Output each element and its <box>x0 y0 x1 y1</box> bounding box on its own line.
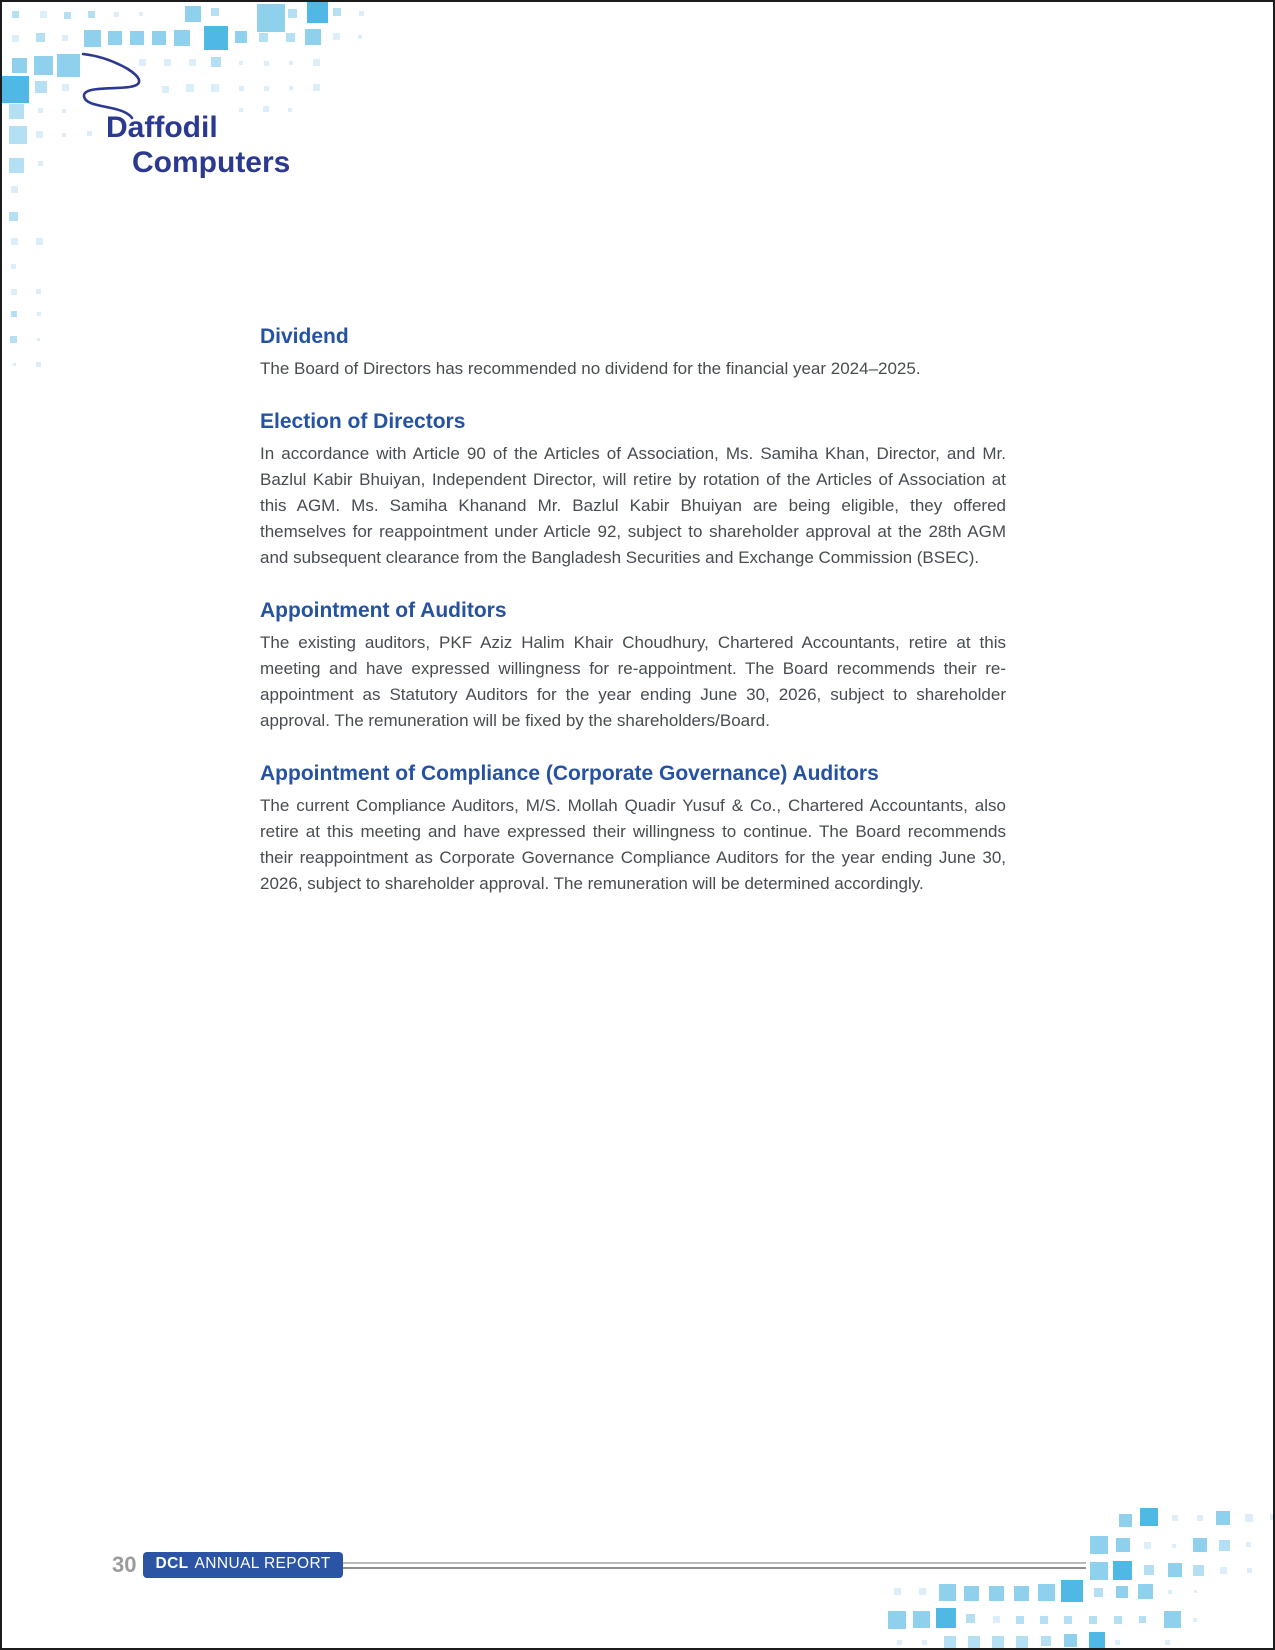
mosaic-square <box>57 54 80 77</box>
mosaic-square <box>944 1636 956 1648</box>
report-badge <box>143 1552 342 1578</box>
mosaic-square <box>1041 1636 1051 1646</box>
mosaic-square <box>88 11 95 18</box>
mosaic-square <box>257 4 285 32</box>
mosaic-square <box>12 58 27 73</box>
mosaic-square <box>9 126 27 144</box>
mosaic-square <box>1119 1514 1132 1527</box>
mosaic-square <box>84 30 101 47</box>
mosaic-square <box>62 109 66 113</box>
mosaic-square <box>1168 1563 1182 1577</box>
mosaic-square <box>1114 1616 1122 1624</box>
section-heading: Appointment of Compliance (Corporate Governance) Auditors <box>260 762 879 785</box>
mosaic-square <box>239 61 243 65</box>
mosaic-square <box>114 12 119 17</box>
page-footer <box>112 1552 1086 1578</box>
mosaic-square <box>189 59 196 66</box>
section-paragraph: The Board of Directors has recommended no dividend for the financial year 2024–2025. <box>260 359 921 378</box>
section-heading: Election of Directors <box>260 410 466 433</box>
mosaic-square <box>211 84 219 92</box>
mosaic-square <box>1064 1634 1077 1647</box>
page-number: 30 <box>112 1552 137 1577</box>
mosaic-square <box>333 33 340 40</box>
mosaic-square <box>9 212 18 221</box>
mosaic-square <box>1116 1586 1128 1598</box>
mosaic-square <box>1193 1565 1204 1576</box>
report-badge-acronym: DCL <box>155 1555 189 1572</box>
section-heading: Appointment of Auditors <box>260 599 507 622</box>
mosaic-square <box>36 33 45 42</box>
mosaic-square <box>1138 1584 1153 1599</box>
mosaic-square <box>1090 1536 1108 1554</box>
mosaic-square <box>1014 1586 1029 1601</box>
mosaic-square <box>11 186 18 193</box>
mosaic-square <box>36 362 41 367</box>
mosaic-square <box>1270 1514 1275 1520</box>
mosaic-square <box>174 30 190 46</box>
mosaic-square <box>164 59 171 66</box>
mosaic-square <box>2 76 29 103</box>
logo-text-line2: Computers <box>132 146 291 179</box>
section-heading: Dividend <box>260 325 349 348</box>
mosaic-square <box>38 161 43 166</box>
mosaic-square <box>1113 1561 1132 1580</box>
mosaic-square <box>1115 1640 1120 1645</box>
mosaic-square <box>211 8 219 16</box>
mosaic-square <box>1094 1588 1103 1597</box>
report-badge-label: ANNUAL REPORT <box>194 1555 331 1572</box>
mosaic-square <box>964 1586 979 1601</box>
mosaic-square <box>36 238 43 245</box>
mosaic-square <box>108 31 122 45</box>
mosaic-square <box>1172 1515 1178 1521</box>
mosaic-square <box>307 2 328 23</box>
mosaic-square <box>1193 1538 1207 1552</box>
mosaic-square <box>922 1640 927 1645</box>
mosaic-square <box>64 12 71 19</box>
mosaic-square <box>286 33 295 42</box>
mosaic-square <box>62 35 68 41</box>
mosaic-square <box>1168 1590 1172 1594</box>
mosaic-square <box>992 1636 1004 1648</box>
mosaic-square <box>358 35 362 39</box>
mosaic-square <box>1038 1584 1055 1601</box>
mosaic-square <box>204 26 228 50</box>
mosaic-square <box>993 1616 1000 1623</box>
mosaic-square <box>186 84 194 92</box>
mosaic-square <box>894 1588 901 1595</box>
mosaic-square <box>888 1611 906 1629</box>
mosaic-square <box>1219 1540 1230 1551</box>
mosaic-square <box>239 86 244 91</box>
mosaic-square <box>87 131 92 136</box>
mosaic-square <box>1089 1616 1097 1624</box>
mosaic-square <box>913 1611 930 1628</box>
mosaic-square <box>62 84 69 91</box>
section-election-of-directors <box>260 409 1006 571</box>
mosaic-square <box>313 84 320 91</box>
section-appointment-of-auditors <box>260 598 1006 734</box>
mosaic-square <box>313 59 320 66</box>
mosaic-square <box>264 86 269 91</box>
mosaic-square <box>1216 1511 1230 1525</box>
mosaic-square <box>1172 1544 1176 1548</box>
mosaic-square <box>289 86 293 90</box>
section-paragraph: In accordance with Article 90 of the Articles of Association, Ms. Samiha Khan, Director, and Mr. Bazlul Kabir Bhuiyan, Independent Director, will retire by rotation of the Articles of Association at this AGM. Ms. Samiha Khanand Mr. Bazlul Kabir Bhuiyan are being eligible, they offered themselves for reappointment under Article 92, subject to shareholder approval at the 28th AGM and subsequent clearance from the Bangladesh Securities and Exchange Commission (BSEC). <box>260 444 1006 567</box>
mosaic-square <box>1246 1542 1251 1547</box>
page-content <box>260 324 1006 897</box>
footer-divider-line <box>343 1562 1086 1569</box>
mosaic-square <box>1197 1515 1203 1521</box>
mosaic-square <box>10 336 17 343</box>
mosaic-square <box>1140 1508 1158 1526</box>
mosaic-square <box>130 31 144 45</box>
mosaic-square <box>62 133 66 137</box>
mosaic-square <box>1165 1640 1170 1645</box>
mosaic-square <box>36 131 43 138</box>
mosaic-square <box>939 1584 956 1601</box>
mosaic-square <box>36 289 41 294</box>
mosaic-square <box>919 1588 926 1595</box>
mosaic-square <box>38 108 43 113</box>
mosaic-square <box>9 104 24 119</box>
mosaic-square <box>1064 1616 1072 1624</box>
mosaic-square <box>333 8 341 16</box>
mosaic-square <box>1139 1616 1146 1623</box>
mosaic-square <box>1116 1538 1130 1552</box>
section-dividend <box>260 324 1006 382</box>
mosaic-square <box>35 81 47 93</box>
mosaic-square <box>211 57 221 67</box>
mosaic-square <box>1193 1618 1197 1622</box>
mosaic-square <box>162 86 169 93</box>
mosaic-square <box>11 238 18 245</box>
mosaic-square <box>13 363 16 366</box>
mosaic-square <box>288 9 297 18</box>
mosaic-square <box>235 31 247 43</box>
mosaic-square <box>1247 1568 1252 1573</box>
mosaic-square <box>1245 1514 1253 1522</box>
mosaic-square <box>966 1614 975 1623</box>
mosaic-square <box>152 31 166 45</box>
mosaic-square <box>1144 1565 1154 1575</box>
mosaic-square <box>359 11 364 16</box>
mosaic-square <box>11 264 16 269</box>
mosaic-square <box>1016 1636 1028 1648</box>
mosaic-square <box>34 56 53 75</box>
section-paragraph: The existing auditors, PKF Aziz Halim Khair Choudhury, Chartered Accountants, retire at this meeting and have expressed willingness for re-appointment. The Board recommends their re-appointment as Statutory Auditors for the year ending June 30, 2026, subject to shareholder approval. The remuneration will be fixed by the shareholders/Board. <box>260 633 1006 730</box>
logo-text <box>106 110 290 180</box>
mosaic-square <box>1040 1616 1048 1624</box>
mosaic-square <box>968 1636 980 1648</box>
mosaic-square <box>305 29 321 45</box>
mosaic-square <box>12 35 19 42</box>
mosaic-square <box>1089 1632 1105 1648</box>
mosaic-square <box>264 61 269 66</box>
mosaic-square <box>259 33 268 42</box>
section-appointment-of-compliance-auditors <box>260 761 1006 897</box>
mosaic-square <box>12 11 19 18</box>
mosaic-square <box>11 289 17 295</box>
mosaic-square <box>37 312 41 316</box>
mosaic-square <box>1164 1611 1181 1628</box>
mosaic-square <box>1144 1542 1151 1549</box>
mosaic-square <box>11 311 17 317</box>
mosaic-square <box>40 11 47 18</box>
section-paragraph: The current Compliance Auditors, M/S. Mollah Quadir Yusuf & Co., Chartered Accountants, also retire at this meeting and have expressed their willingness to continue. The Board recommends their reappointment as Corporate Governance Compliance Auditors for the year ending June 30, 2026, subject to shareholder approval. The remuneration will be determined accordingly. <box>260 796 1006 893</box>
mosaic-square <box>1090 1562 1108 1580</box>
mosaic-square <box>139 12 143 16</box>
mosaic-square <box>1061 1580 1083 1602</box>
mosaic-square <box>989 1586 1004 1601</box>
logo-text-line1: Daffodil <box>106 111 218 144</box>
mosaic-square <box>936 1608 956 1628</box>
mosaic-square <box>1220 1567 1227 1574</box>
mosaic-square <box>1016 1616 1024 1624</box>
mosaic-square <box>289 61 293 65</box>
mosaic-square <box>185 6 201 22</box>
mosaic-square <box>9 158 24 173</box>
mosaic-square <box>37 338 40 341</box>
mosaic-square <box>897 1640 902 1645</box>
mosaic-square <box>1194 1590 1197 1593</box>
